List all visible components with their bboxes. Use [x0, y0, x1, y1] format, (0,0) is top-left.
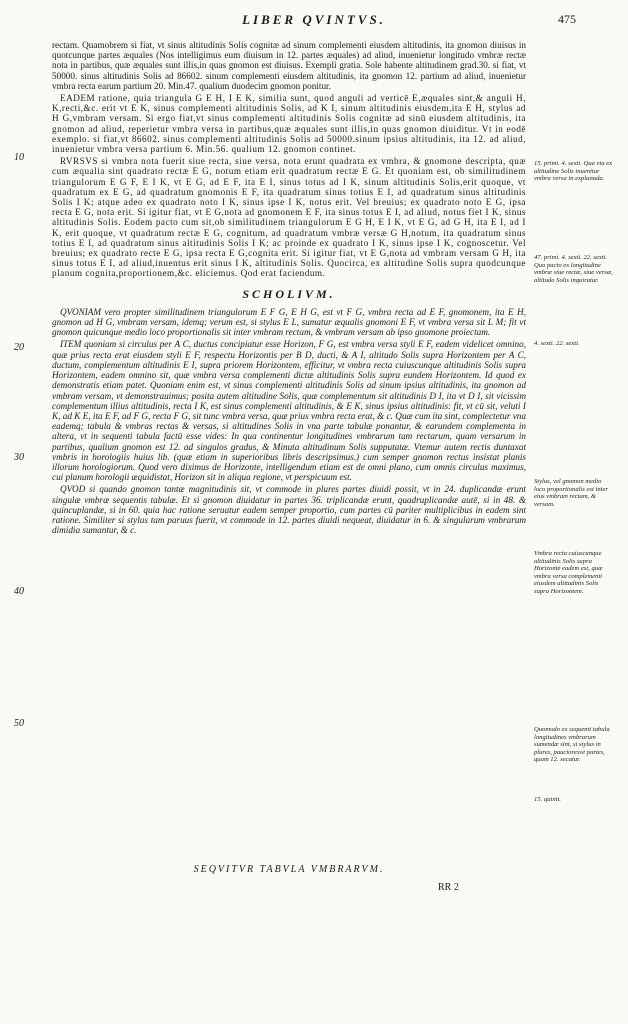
margin-note: 47. primi. 4. sexti. 22. sexti. Quo pacto ex longitudine vmbræ siue rectæ, siue versæ, altitudo Solis inquiratur. [534, 254, 613, 284]
line-number: 30 [14, 452, 24, 463]
line-number: 20 [14, 342, 24, 353]
running-title: LIBER QVINTVS. [242, 12, 386, 27]
margin-note: 4. sexti. 22. sexti. [534, 340, 580, 347]
page-number: 475 [558, 12, 576, 26]
margin-note: 15. quinti. [534, 796, 561, 803]
line-number: 10 [14, 152, 24, 163]
paragraph: EADEM ratione, quia triangula G E H, I E K, similia sunt, quod anguli ad verticē E,æquales sint,& anguli H, K,recti,&c. erit vt E K, sinus complementi altitudinis Solis, ad K I, sinum altitudinis eiusdem,ita E H, stylus ad H G,vmbram versam. Si ergo fiat,vt sinus complementi altitudinis Solis cognitæ ad sinū eiusdem altitudinis, ita gnomon ad aliud, reperietur vmbra versa in partibus,quæ æquales sunt illis,in quas gnomon diuiditur. Vt in eodē exemplo. si fiat,vt 86602. sinus complementi altitudinis Solis ad 50000.sinum ipsius altitudinis, ita 12. ad aliud, inuenietur vmbra versa partium 6. Min.56. qualium 12. gnomon continet. [52, 93, 526, 155]
signature-mark: RR 2 [438, 882, 459, 893]
margin-note: 15. primi. 4. sexti. Qua via ex altitudine Solis inuenitur vmbra versa in explanada. [534, 160, 613, 183]
scholium-paragraph: ITEM quoniam si circulus per A C, ductus concipiatur esse Horizon, F G, est vmbra versa styli E F, eadem videlicet omnino, quæ prius recta erat eiusdem styli E F, respectu Horizontis per B D, ducti, & A I, altitudo Solis supra Horizontem per A C, ductum, complementum altitudinis E I, supra priorem Horizontem, efficitur, vt vmbra recta cuiuscunque altitudinis Solis supra Horizontem, eadem omnino sit, quæ vmbra versa complementi dictæ altitudinis Solis supra eundem Horizontem. Id quod ex demonstratis etiam patet. Quoniam enim est, vt sinus complementi altitudinis Solis ad sinum ipsius altitudinis, ita gnomon ad vmbram versam, vt demonstrauimus; posita autem altitudine Solis, quæ complementum sit altitudinis D I, ita vt D I, sit vicissim complementum illius altitudinis, recta I K, est sinus complementi altitudinis, & E K, sinus ipsius altitudinis: fit, vt cū sit, veluti I K, ad K E, ita E F, ad F G, recta F G, sit tunc vmbra versa, quæ prius vmbra recta erat, & c. Quæ cum ita sint, complectetur vna eademq; tabula & vmbras rectas & versas, si altitudines Solis in vna parte tabulæ ponantur, & earundem complementa in altera, vt in sequenti tabula factū esse vides: In qua continentur longitudines vmbrarum tam rectarum, quam versarum in partibus, qualium gnomon est 12. ad singulos gradus, & Minuta altitudinum Solis supputatæ. Vtemur autem rectis duntaxat vmbris in horologiis huius lib. (quæ etiam in superioribus libris descripsimus.) cum semper gnomon rectus insistat planis illorum horologiorum. Quod vero diximus de Horizonte, intelligendum etiam est de omni plano, cum omnis circulus maximus, cui planum horologii æquidistat, Horizon sit in aliqua regione, vt perspicuum est. [52, 339, 526, 483]
scholium-heading: SCHOLIVM. [242, 286, 336, 301]
paragraph: rectam. Quamobrem si fiat, vt sinus altitudinis Solis cognitæ ad sinum complementi eiusdem altitudinis, ita gnomon diuisus in quotcunque partes æquales (Nos intelligimus eum diuisum in 12. partes æquales) ad aliud, inuenietur longitudo vmbræ rectæ nota in partibus, quæ æquales sunt illis,in quas gnomon est diuisus. Exempli gratia. Sole habente altitudinem grad.30. si fiat, vt 50000. sinus altitudinis Solis ad 86602. sinum complementi eiusdem altitudinis, ita gnomon 12. partium ad aliud, inuenietur vmbra recta earum partium 20. Min.47. qualium duodecim gnomon ponitur. [52, 40, 526, 91]
table-caption: SEQVITVR TABVLA VMBRARVM. [193, 864, 385, 875]
line-number: 40 [14, 586, 24, 597]
paragraph: RVRSVS si vmbra nota fuerit siue recta, siue versa, nota erunt quadrata ex vmbra, & gnomone descripta, quæ cum æqualia sint quadrato rectæ E G, notum etiam erit quadratum rectæ E G. Et quoniam est, ob similitudinem triangulorum E G F, E I K, vt E G, ad E F, ita E I, sinus totus ad I K, sinum altitudinis Solis,erit quoque, vt quadratum ex E G, ad quadratum gnomonis E F, ita quadratum sinus totius E I, ad quadratum sinus altitudinis Solis I K; atque adeo ex quadrato noto I K, sinus ipse I K, notus erit. Vel breuius; ex quadrato noto E G, ipsa recta E G, nota erit. Si igitur fiat, vt E G,nota ad gnomonem E F, ita sinus totus E I, ad aliud, notus fiet I K, sinus altitudinis Solis. Eodem pacto cum sit,ob similitudinem triangulorum E G H, E I K, vt E G, ad G H, ita E I, ad I K, erit quoque, vt quadratum rectæ E G, cognitum, ad quadratum vmbræ versæ G H,notum, ita quadratum sinus totius E I, ad quadratum sinus altitudinis Solis I K; ac proinde ex quadrato I K, sinus ipse I K, cognoscetur. Vel breuius; ex quadrato recte E G, ipsa recta E G,cognita erit. Si igitur fiat, vt E G,nota ad vmbram versam G H, ita sinus totus E I, ad aliud,inuentus erit sinus I K, altitudinis Solis. Quocirca, ex altitudine Solis supra quodcunque planum cognita,proportionem,&c. eliciemus. Qod erat faciendum. [52, 156, 526, 279]
scholium-paragraph: QVONIAM vero propter similitudinem triangulorum E F G, E H G, est vt F G, vmbra recta ad E F, gnomonem, ita E H, gnomon ad H G, vmbram versam, idemq; verum est, si stylus E L, sumatur æqualis gnomoni E F, vt vmbra versa sit L M; fit vt gnomon quicunque medio loco proportionalis sit inter vmbram rectam, & vmbram versam ab ipso gnomone proiectam. [52, 306, 526, 338]
line-number: 50 [14, 718, 24, 729]
main-text [52, 40, 526, 537]
margin-note: Stylus, vel gnomon medio loco proportionalis est inter eius vmbram rectam, & versam. [534, 478, 608, 508]
margin-note: Quomodo ex sequenti tabula longitudines vmbrarum sumendæ sint, si stylus in plures, paucioresve partes, quam 12. secatur. [534, 726, 610, 764]
scholium-paragraph: QVOD si quando gnomon tantæ magnitudinis sit, vt commode in plures partes diuidi possit, vt in 24. duplicandæ erunt singulæ vmbræ sequentis tabulæ. Et si gnomon diuidatur in partes 36. triplicandæ erunt, quadruplicandæ autē, si in 48. & quincuplandæ, si in 60. quia hac ratione seruatur eadem semper proportio, cum partes cū pariter multiplicibus in eadem sint ratione. Similiter si stylus tam paruus fuerit, vt commode in 12. partes diuidi nequeat, diuidatur in 6. & singularum vmbrarum dimidia sumantur, & c. [52, 484, 526, 536]
margin-note: Vmbra recta cuiuscunque altitudinis Solis supra Horizontē eadem est, quæ vmbra versa complementi eiusdem altitudinis Solis supra Horizontem. [534, 550, 603, 595]
running-header [52, 12, 576, 30]
